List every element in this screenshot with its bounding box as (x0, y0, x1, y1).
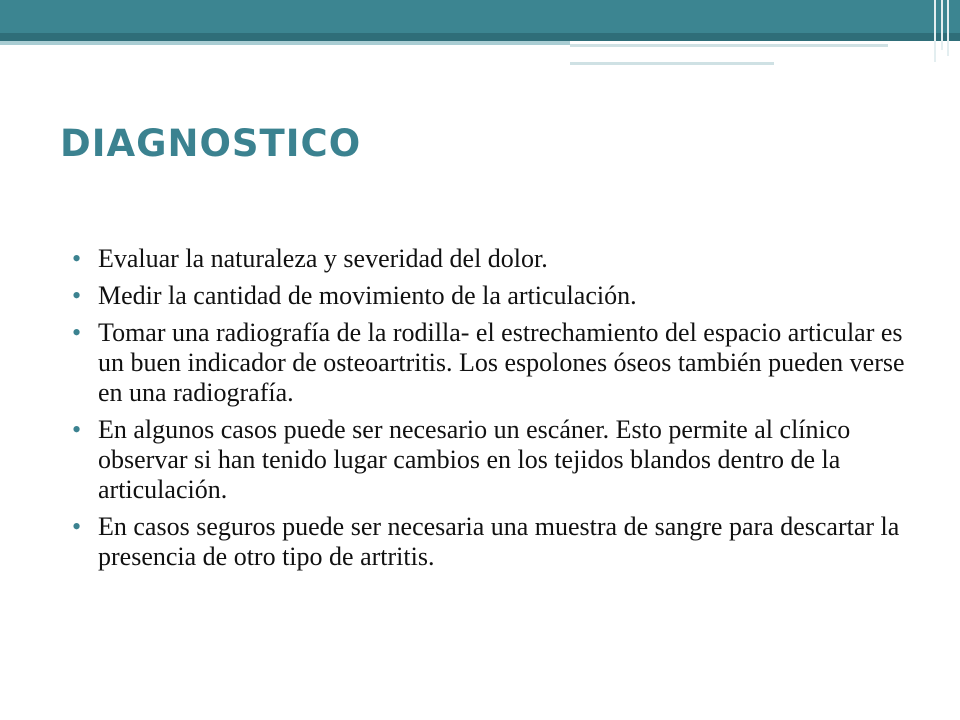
bullet-item (72, 512, 912, 572)
decorative-vertical-line (947, 0, 949, 56)
bullet-dot-icon: • (72, 244, 82, 273)
bullet-dot-icon: • (72, 281, 82, 310)
bullet-item (72, 244, 912, 274)
bullet-text: En algunos casos puede ser necesario un escáner. Esto permite al clínico observar si han tenido lugar cambios en los tejidos blandos dentro de la articulación. (98, 415, 851, 504)
slide-title: DIAGNOSTICO (60, 122, 362, 165)
bullet-text: Tomar una radiografía de la rodilla- el estrechamiento del espacio articular es un buen indicador de osteoartritis. Los espolones óseos también pueden verse en una radiografía. (98, 318, 905, 407)
decorative-line (570, 62, 774, 65)
bullet-text: En casos seguros puede ser necesaria una muestra de sangre para descartar la presencia de otro tipo de artritis. (98, 512, 900, 571)
decorative-vertical-line (941, 0, 943, 50)
bullet-item (72, 318, 912, 408)
header-accent-stripe (0, 41, 570, 45)
bullet-dot-icon: • (72, 415, 82, 444)
bullet-dot-icon: • (72, 512, 82, 541)
bullet-item (72, 281, 912, 311)
bullet-list (72, 244, 912, 579)
bullet-text: Evaluar la naturaleza y severidad del dolor. (98, 244, 548, 273)
decorative-vertical-line (934, 0, 936, 62)
bullet-dot-icon: • (72, 318, 82, 347)
bullet-text: Medir la cantidad de movimiento de la articulación. (98, 281, 637, 310)
bullet-item (72, 415, 912, 505)
decorative-line (570, 44, 888, 47)
header-band-shadow (0, 33, 960, 41)
